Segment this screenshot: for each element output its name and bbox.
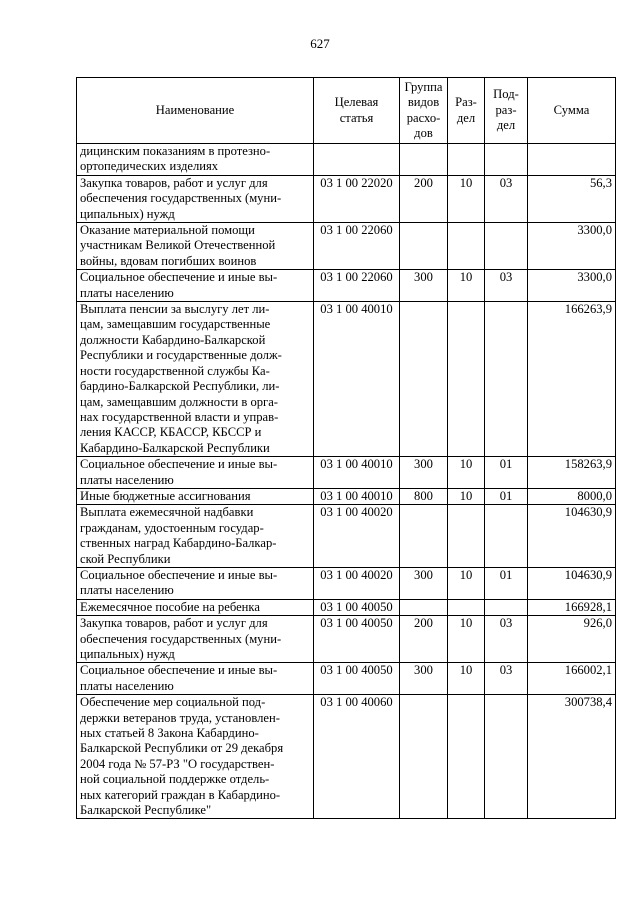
cell-expense-group: [400, 505, 448, 568]
cell-expense-group: 200: [400, 616, 448, 663]
cell-subsection: 01: [485, 488, 528, 504]
cell-section: [448, 695, 485, 819]
cell-name: Закупка товаров, работ и услуг для обеспечения государственных (муни- ципальных) нужд: [77, 616, 314, 663]
table-row: [77, 175, 616, 222]
table-row: [77, 505, 616, 568]
table-row: [77, 488, 616, 504]
header-target-article: Целевая статья: [314, 78, 400, 144]
cell-target-article: 03 1 00 22060: [314, 270, 400, 302]
cell-name: дицинским показаниям в протезно- ортопедических изделиях: [77, 144, 314, 176]
header-expense-group: Группа видов расхо- дов: [400, 78, 448, 144]
cell-name: Социальное обеспечение и иные вы- платы населению: [77, 457, 314, 489]
table-row: [77, 144, 616, 176]
cell-section: 10: [448, 567, 485, 599]
table-row: [77, 695, 616, 819]
cell-name: Социальное обеспечение и иные вы- платы населению: [77, 270, 314, 302]
cell-amount: 300738,4: [528, 695, 616, 819]
cell-amount: 926,0: [528, 616, 616, 663]
cell-name: Выплата пенсии за выслугу лет ли- цам, замещавшим государственные должности Кабардино-Балкарской Республики и государственные долж- ности государственной службы Ка- бардино-Балкарской Республики, ли- цам, замещавшим должности в орга- нах государственной власти и управ- ления КАССР, КБАССР, КБССР и Кабардино-Балкарской Республики: [77, 302, 314, 457]
cell-expense-group: [400, 223, 448, 270]
cell-section: 10: [448, 457, 485, 489]
cell-expense-group: 800: [400, 488, 448, 504]
cell-expense-group: 300: [400, 567, 448, 599]
cell-subsection: 01: [485, 567, 528, 599]
cell-section: 10: [448, 270, 485, 302]
page-number: 627: [310, 36, 330, 51]
cell-amount: 104630,9: [528, 505, 616, 568]
cell-expense-group: [400, 144, 448, 176]
cell-expense-group: 300: [400, 663, 448, 695]
cell-expense-group: [400, 599, 448, 615]
cell-target-article: 03 1 00 40010: [314, 488, 400, 504]
table-row: [77, 599, 616, 615]
cell-subsection: [485, 302, 528, 457]
cell-expense-group: [400, 695, 448, 819]
table-row: [77, 567, 616, 599]
cell-subsection: 03: [485, 616, 528, 663]
cell-name: Обеспечение мер социальной под- держки ветеранов труда, установлен- ных статьей 8 Закона Кабардино- Балкарской Республики от 29 декабря 2004 года № 57-РЗ "О государствен- ной социальной поддержке отдель- ных категорий граждан в Кабардино- Балкарской Республике": [77, 695, 314, 819]
cell-target-article: 03 1 00 22060: [314, 223, 400, 270]
cell-amount: [528, 144, 616, 176]
table-row: [77, 457, 616, 489]
cell-amount: 56,3: [528, 175, 616, 222]
cell-amount: 158263,9: [528, 457, 616, 489]
cell-subsection: 03: [485, 175, 528, 222]
cell-subsection: [485, 223, 528, 270]
cell-subsection: [485, 144, 528, 176]
cell-amount: 166263,9: [528, 302, 616, 457]
header-subsection: Под- раз- дел: [485, 78, 528, 144]
cell-expense-group: 300: [400, 270, 448, 302]
cell-section: [448, 223, 485, 270]
table-row: [77, 270, 616, 302]
cell-target-article: [314, 144, 400, 176]
cell-subsection: 03: [485, 663, 528, 695]
cell-section: [448, 599, 485, 615]
cell-target-article: 03 1 00 40060: [314, 695, 400, 819]
cell-name: Выплата ежемесячной надбавки гражданам, удостоенным государ- ственных наград Кабардино-Балкар- ской Республики: [77, 505, 314, 568]
cell-target-article: 03 1 00 40010: [314, 302, 400, 457]
cell-section: [448, 505, 485, 568]
cell-target-article: 03 1 00 40050: [314, 599, 400, 615]
cell-amount: 8000,0: [528, 488, 616, 504]
cell-section: 10: [448, 488, 485, 504]
table-row: [77, 663, 616, 695]
header-sum: Сумма: [528, 78, 616, 144]
cell-section: 10: [448, 616, 485, 663]
cell-section: [448, 302, 485, 457]
cell-target-article: 03 1 00 22020: [314, 175, 400, 222]
cell-subsection: [485, 599, 528, 615]
cell-subsection: 01: [485, 457, 528, 489]
cell-expense-group: 200: [400, 175, 448, 222]
header-section: Раз- дел: [448, 78, 485, 144]
cell-name: Закупка товаров, работ и услуг для обеспечения государственных (муни- ципальных) нужд: [77, 175, 314, 222]
table-row: [77, 302, 616, 457]
cell-name: Иные бюджетные ассигнования: [77, 488, 314, 504]
cell-subsection: [485, 505, 528, 568]
table-row: [77, 223, 616, 270]
cell-amount: 3300,0: [528, 223, 616, 270]
budget-table: [76, 77, 616, 819]
cell-section: 10: [448, 663, 485, 695]
cell-amount: 166002,1: [528, 663, 616, 695]
cell-target-article: 03 1 00 40020: [314, 567, 400, 599]
cell-amount: 166928,1: [528, 599, 616, 615]
cell-subsection: [485, 695, 528, 819]
cell-amount: 3300,0: [528, 270, 616, 302]
cell-target-article: 03 1 00 40050: [314, 663, 400, 695]
cell-target-article: 03 1 00 40020: [314, 505, 400, 568]
cell-section: 10: [448, 175, 485, 222]
cell-name: Оказание материальной помощи участникам Великой Отечественной войны, вдовам погибших воинов: [77, 223, 314, 270]
cell-section: [448, 144, 485, 176]
cell-subsection: 03: [485, 270, 528, 302]
header-name: Наименование: [77, 78, 314, 144]
table-header-row: [77, 78, 616, 144]
cell-expense-group: [400, 302, 448, 457]
cell-expense-group: 300: [400, 457, 448, 489]
cell-name: Ежемесячное пособие на ребенка: [77, 599, 314, 615]
cell-name: Социальное обеспечение и иные вы- платы населению: [77, 663, 314, 695]
cell-name: Социальное обеспечение и иные вы- платы населению: [77, 567, 314, 599]
cell-amount: 104630,9: [528, 567, 616, 599]
table-row: [77, 616, 616, 663]
cell-target-article: 03 1 00 40050: [314, 616, 400, 663]
cell-target-article: 03 1 00 40010: [314, 457, 400, 489]
